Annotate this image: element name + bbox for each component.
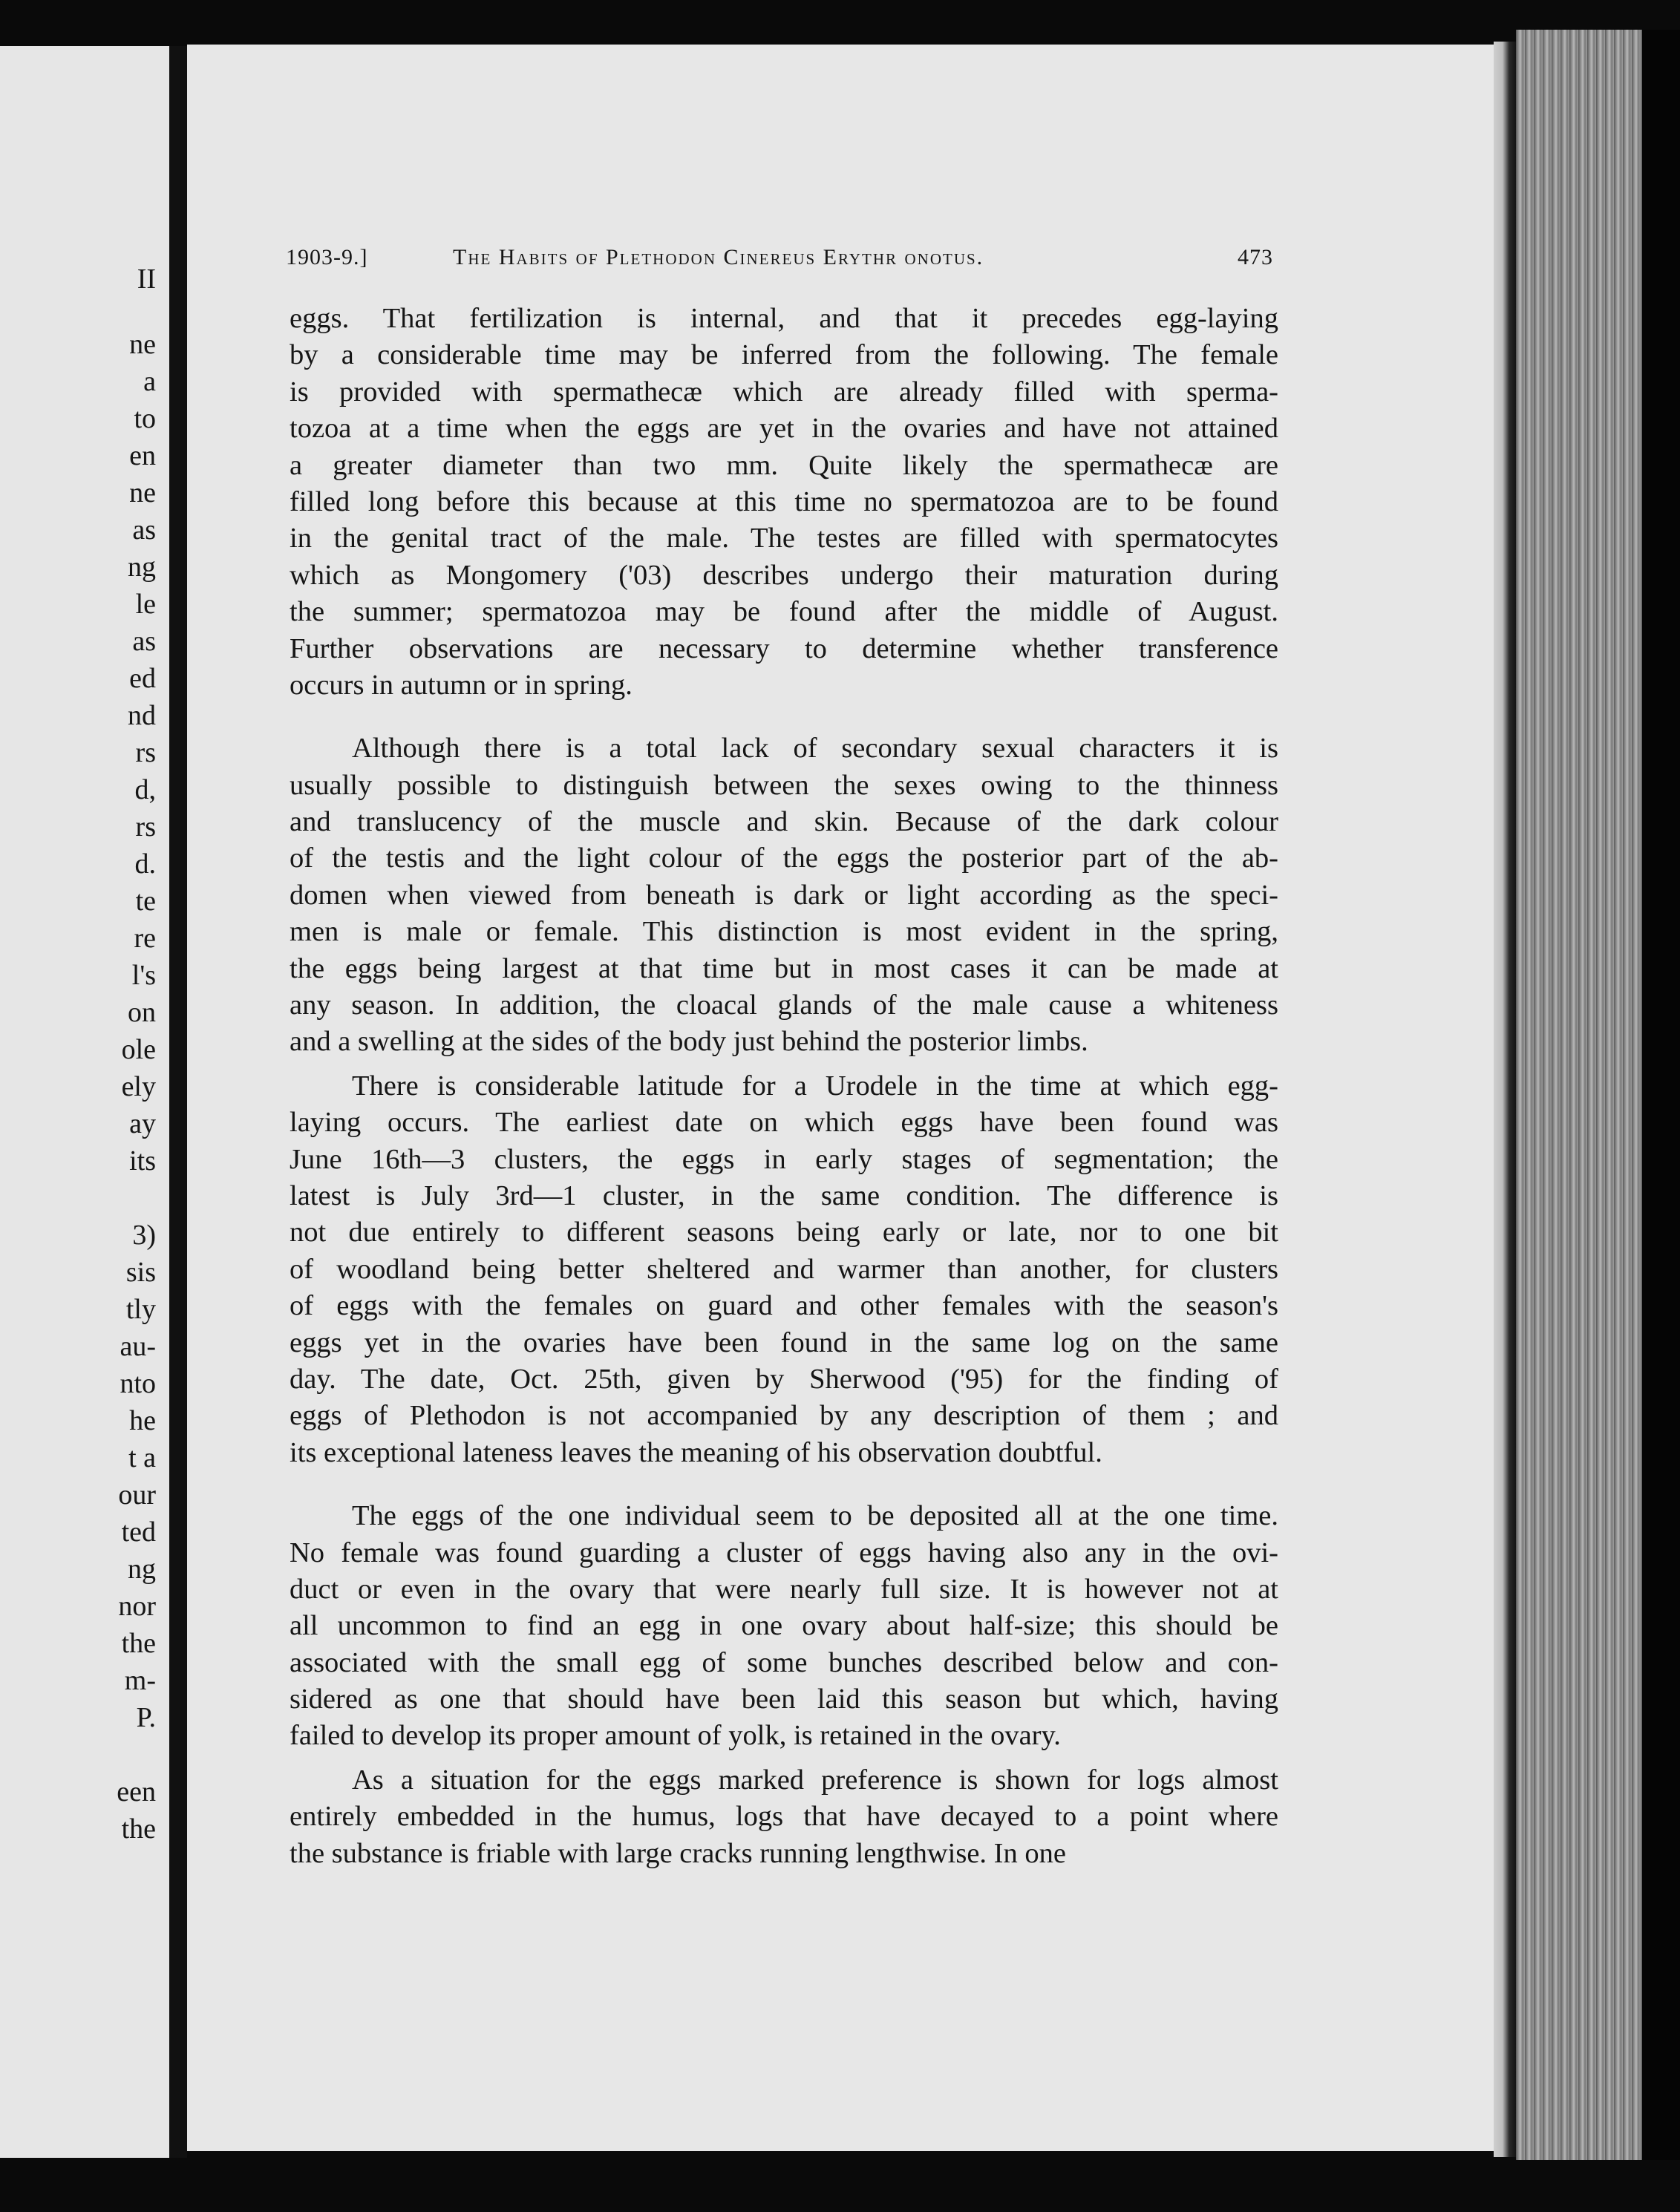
facing-page-fragment: the [121,1628,156,1659]
paragraph [290,730,1278,1061]
text-line: laying occurs. The earliest date on which eggs have been found was [290,1107,1278,1139]
book-fore-edge [1516,30,1642,2160]
facing-page-fragment: ng [128,1554,156,1585]
text-line: is provided with spermathecæ which are already filled with sperma- [290,376,1278,408]
facing-page-fragment: een [117,1776,156,1807]
facing-page-fragment: its [129,1145,156,1177]
text-line: its exceptional lateness leaves the meaning of his observation doubtful. [290,1436,1102,1468]
facing-page-fragment: as [132,626,156,657]
text-line: the substance is friable with large cracks running lengthwise. In one [290,1837,1066,1869]
facing-page-fragment: ed [129,663,156,694]
text-line: not due entirely to different seasons being early or late, nor to one bit [290,1217,1278,1249]
running-head [286,245,1273,282]
text-line: eggs of Plethodon is not accompanied by any description of them ; and [290,1400,1278,1432]
text-line: any season. In addition, the cloacal glands of the male cause a whiteness [290,989,1278,1021]
text-line: a greater diameter than two mm. Quite likely the spermathecæ are [290,449,1278,481]
paragraph [290,1068,1278,1471]
facing-page-fragment: II [137,264,156,295]
text-line: eggs. That fertilization is internal, and that it precedes egg-laying [290,303,1278,334]
facing-page-fragment: he [129,1405,156,1436]
text-line: of woodland being better sheltered and warmer than another, for clusters [290,1253,1278,1285]
text-line: men is male or female. This distinction is most evident in the spring, [290,916,1278,948]
facing-page [0,46,169,2158]
page-number: 473 [1238,245,1273,269]
facing-page-fragment: au- [120,1331,156,1362]
paragraph [290,301,1278,704]
facing-page-fragment: le [135,589,156,620]
running-head-title: The Habits of Plethodon Cinereus Erythr onotus. [453,245,984,269]
text-line: and translucency of the muscle and skin. Because of the dark colour [290,806,1278,838]
text-line: Although there is a total lack of secondary sexual characters it is [352,733,1278,765]
text-line: associated with the small egg of some bunches described below and con- [290,1646,1278,1678]
facing-page-fragment: rs [135,737,156,768]
facing-page-fragment: nd [128,700,156,731]
facing-page-fragment: sis [125,1257,156,1288]
text-line: The eggs of the one individual seem to be deposited all at the one time. [352,1500,1278,1532]
text-line: sidered as one that should have been laid this season but which, having [290,1683,1278,1715]
facing-page-fragment: a [143,366,156,397]
facing-page-fragment: l's [131,960,156,991]
text-line: tozoa at a time when the eggs are yet in the ovaries and have not attained [290,413,1278,445]
facing-page-fragment: ne [129,329,156,360]
paragraph [290,1498,1278,1755]
text-line: all uncommon to find an egg in one ovary about half-size; this should be [290,1610,1278,1642]
text-line: by a considerable time may be inferred from the following. The female [290,339,1278,371]
text-line: domen when viewed from beneath is dark or light according as the speci- [290,879,1278,911]
text-line: As a situation for the eggs marked preference is shown for logs almost [352,1764,1278,1796]
facing-page-fragment: as [132,514,156,546]
text-line: failed to develop its proper amount of yolk, is retained in the ovary. [290,1720,1061,1752]
text-line: the summer; spermatozoa may be found after the middle of August. [290,596,1278,628]
facing-page-fragment: ely [121,1071,156,1102]
running-head-date: 1903-9.] [286,245,368,269]
facing-page-fragment: re [134,923,156,954]
facing-page-fragment: ole [121,1034,156,1065]
background-shadow [1642,30,1680,2160]
text-line: of the testis and the light colour of the eggs the posterior part of the ab- [290,842,1278,874]
text-line: of eggs with the females on guard and other females with the season's [290,1290,1278,1322]
body-text [290,301,1278,1872]
text-line: There is considerable latitude for a Urodele in the time at which egg- [352,1070,1278,1102]
facing-page-fragment: ne [129,477,156,508]
facing-page-fragment: m- [124,1665,156,1696]
facing-page-text-fragments [0,46,169,2158]
facing-page-fragment: d. [134,848,156,880]
text-line: which as Mongomery ('03) describes undergo their maturation during [290,559,1278,591]
facing-page-fragment: rs [135,811,156,842]
text-line: June 16th—3 clusters, the eggs in early stages of segmentation; the [290,1143,1278,1175]
text-line: duct or even in the ovary that were nearly full size. It is however not at [290,1573,1278,1605]
text-line: eggs yet in the ovaries have been found in the same log on the same [290,1326,1278,1358]
facing-page-fragment: P. [136,1702,156,1733]
text-line: entirely embedded in the humus, logs that have decayed to a point where [290,1801,1278,1833]
text-line: Further observations are necessary to determine whether transference [290,632,1278,664]
facing-page-fragment: nto [120,1368,156,1399]
facing-page-fragment: on [128,997,156,1028]
text-line: occurs in autumn or in spring. [290,669,633,701]
text-line: No female was found guarding a cluster of eggs having also any in the ovi- [290,1537,1278,1568]
facing-page-fragment: ng [128,552,156,583]
text-line: latest is July 3rd—1 cluster, in the same condition. The difference is [290,1179,1278,1211]
text-line: the eggs being largest at that time but in most cases it can be made at [290,952,1278,984]
book-gutter [169,46,187,2158]
text-line: usually possible to distinguish between the sexes owing to the thinness [290,769,1278,801]
text-line: day. The date, Oct. 25th, given by Sherwood ('95) for the finding of [290,1363,1278,1395]
text-line: and a swelling at the sides of the body just behind the posterior limbs. [290,1026,1088,1058]
text-line: filled long before this because at this time no spermatozoa are to be found [290,485,1278,517]
facing-page-fragment: te [135,886,156,917]
page-edge [1494,42,1516,2157]
facing-page-fragment: ted [121,1516,156,1548]
facing-page-fragment: t a [128,1442,156,1473]
facing-page-fragment: to [134,403,156,434]
facing-page-fragment: d, [134,774,156,805]
facing-page-fragment: tly [125,1294,156,1325]
facing-page-fragment: en [129,440,156,471]
paragraph [290,1762,1278,1872]
facing-page-fragment: the [121,1813,156,1845]
facing-page-fragment: nor [118,1591,156,1622]
facing-page-fragment: 3) [132,1220,156,1251]
facing-page-fragment: ay [129,1108,156,1139]
text-line: in the genital tract of the male. The testes are filled with spermatocytes [290,523,1278,554]
facing-page-fragment: our [118,1479,156,1511]
